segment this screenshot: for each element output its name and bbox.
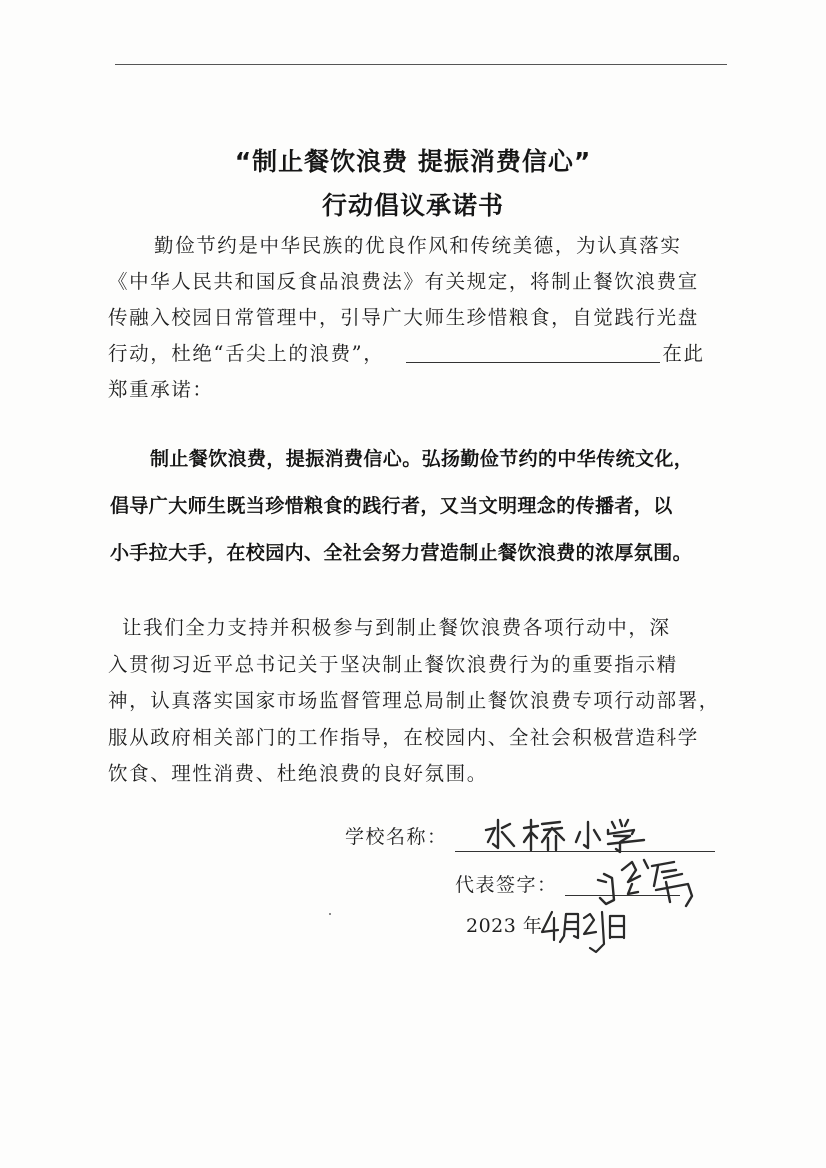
- call-line-3: 神，认真落实国家市场监督管理总局制止餐饮浪费专项行动部署，: [108, 689, 720, 712]
- date-year: 2023 年: [466, 915, 543, 937]
- school-name-label: 学校名称：: [345, 826, 448, 848]
- intro-line-1: 勤俭节约是中华民族的优良作风和传统美德，为认真落实: [154, 234, 682, 257]
- signing-date: [466, 911, 542, 938]
- pledge-line-1: 制止餐饮浪费，提振消费信心。弘扬勤俭节约的中华传统文化，: [150, 448, 694, 470]
- date-handwriting: [538, 904, 638, 956]
- paragraph-call: [108, 610, 728, 793]
- intro-line-4-start: 行动，杜绝“舌尖上的浪费”，: [108, 342, 385, 365]
- call-line-5: 饮食、理性消费、杜绝浪费的良好氛围。: [108, 762, 488, 785]
- pledge-line-2: 倡导广大师生既当珍惜粮食的践行者，又当文明理念的传播者，以: [110, 495, 673, 517]
- scan-speck: [329, 913, 331, 915]
- pledge-line-3: 小手拉大手，在校园内、全社会努力营造制止餐饮浪费的浓厚氛围。: [110, 542, 693, 564]
- intro-line-2: 《中华人民共和国反食品浪费法》有关规定，将制止餐饮浪费宣: [108, 270, 699, 293]
- school-name-handwriting: [480, 814, 670, 856]
- call-line-2: 入贯彻习近平总书记关于坚决制止餐饮浪费行为的重要指示精: [108, 652, 678, 676]
- call-line-1: 让我们全力支持并积极参与到制止餐饮浪费各项行动中，深: [122, 616, 671, 639]
- fill-in-blank[interactable]: [406, 342, 660, 363]
- paragraph-intro: [108, 228, 728, 408]
- intro-line-4-end: 在此: [662, 342, 705, 365]
- paragraph-pledge: [110, 436, 730, 577]
- intro-line-3: 传融入校园日常管理中，引导广大师生珍惜粮食，自觉践行光盘: [108, 306, 699, 329]
- intro-line-5: 郑重承诺：: [108, 378, 214, 401]
- intro-line-4: [108, 336, 728, 372]
- call-line-4: 服从政府相关部门的工作指导，在校园内、全社会积极营造科学: [108, 725, 699, 749]
- title-line-1: “制止餐饮浪费 提振消费信心”: [234, 147, 592, 176]
- representative-signature-label: 代表签字：: [455, 874, 558, 896]
- title-line-2: 行动倡议承诺书: [321, 191, 504, 220]
- header-rule: [115, 64, 727, 65]
